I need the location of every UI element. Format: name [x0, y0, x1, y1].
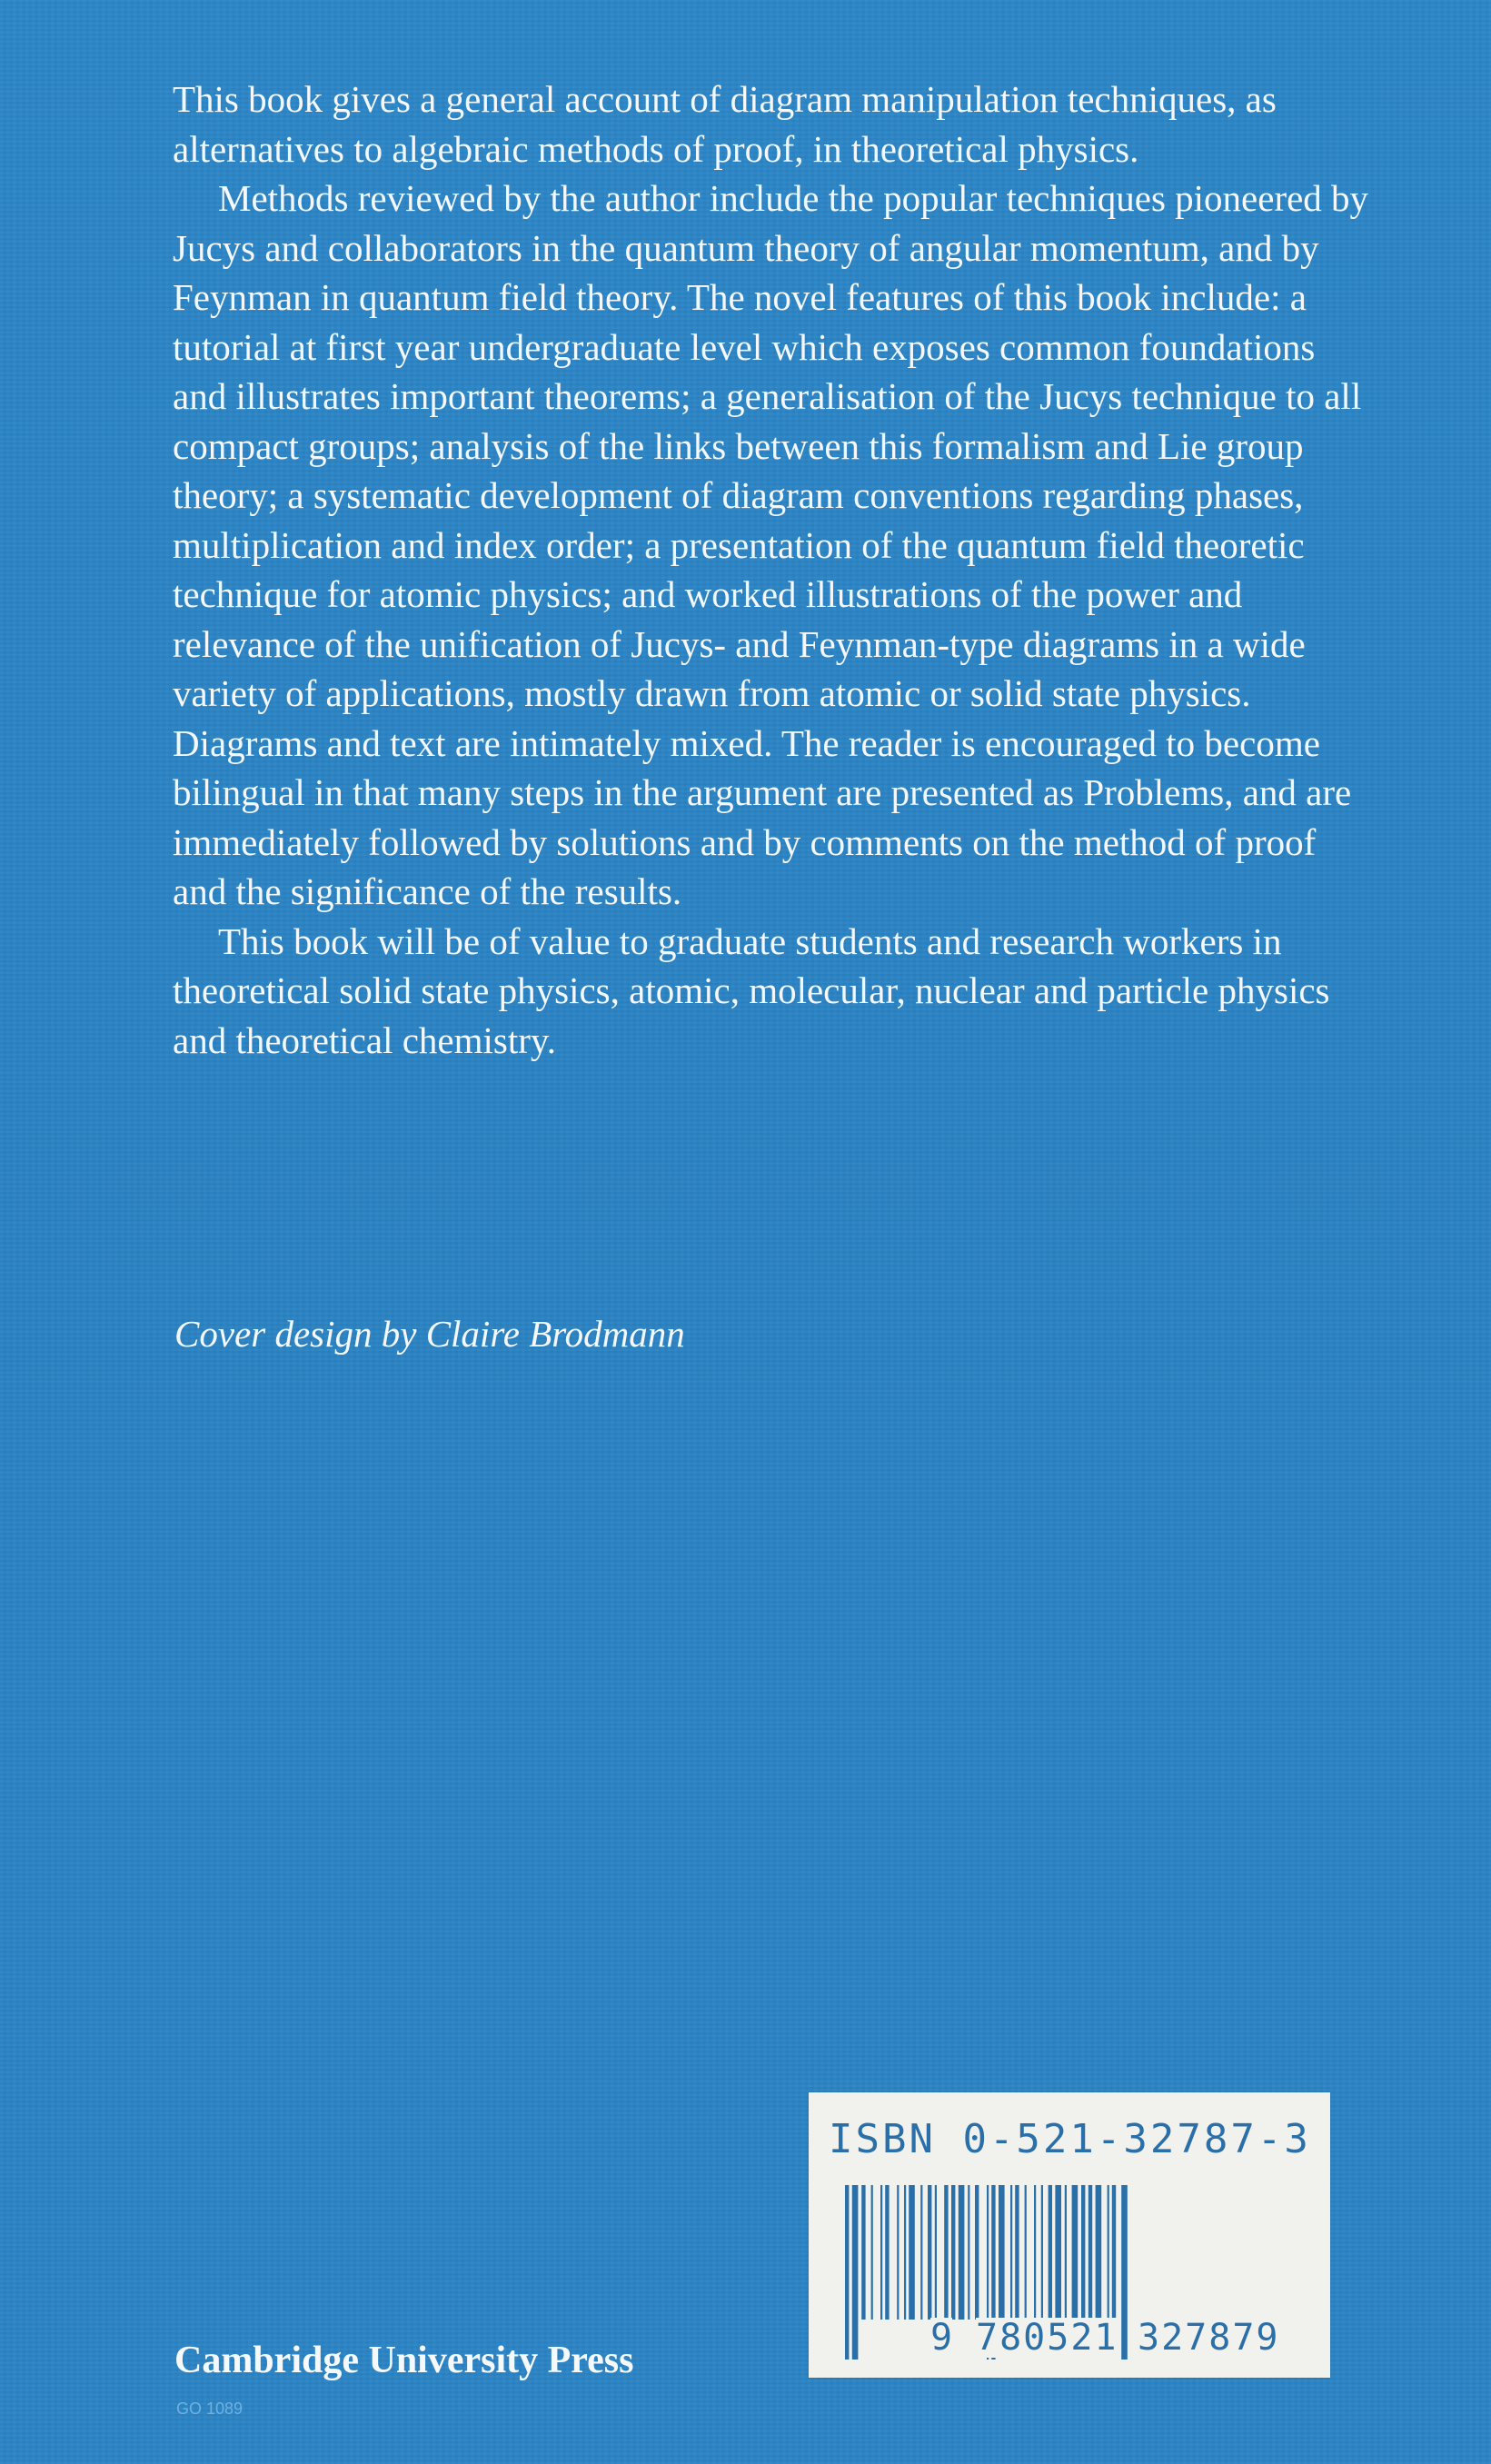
blurb-paragraph-methods: Methods reviewed by the author include the popular techniques pioneered by Jucys and collaborators in the quantum theory of angular momentum, and by Feynman in quantum field theory. The novel features of this book include: a tutorial at first year undergraduate level which exposes common foundations and illustrates important theorems; a generalisation of the Jucys technique to all compact groups; analysis of the links between this formalism and Lie group theory; a systematic development of diagram conventions regarding phases, multiplication and index order; a presentation of the quantum field theoretic technique for atomic physics; and worked illustrations of the power and relevance of the unification of Jucys- and Feynman-type diagrams in a wide variety of applications, mostly drawn from atomic or solid state physics. Diagrams and text are intimately mixed. The reader is encouraged to become bilingual in that many steps in the argument are presented as Problems, and are immediately followed by solutions and by comments on the method of proof and the significance of the results.: [173, 177, 1369, 912]
barcode-digits-left: 780521: [976, 2317, 1118, 2359]
blurb-paragraph-audience: This book will be of value to graduate students and research workers in theoretical solid state physics, atomic, molecular, nuclear and particle physics and theoretical chemistry.: [173, 919, 1330, 1061]
cover-design-credit: Cover design by Claire Brodmann: [174, 1313, 685, 1355]
catalog-code: GO 1089: [176, 2399, 244, 2418]
isbn-number: ISBN 0-521-32787-3: [829, 2116, 1311, 2162]
blurb-text: [173, 75, 1372, 1065]
barcode-digit-prefix: 9: [930, 2317, 953, 2359]
barcode-digits-right: 327879: [1138, 2317, 1280, 2359]
isbn-barcode-label: [809, 2092, 1330, 2378]
blurb-paragraph-intro: This book gives a general account of diagram manipulation techniques, as alternatives to algebraic methods of proof, in theoretical physics.: [173, 78, 1277, 170]
publisher-name: Cambridge University Press: [174, 2340, 634, 2381]
